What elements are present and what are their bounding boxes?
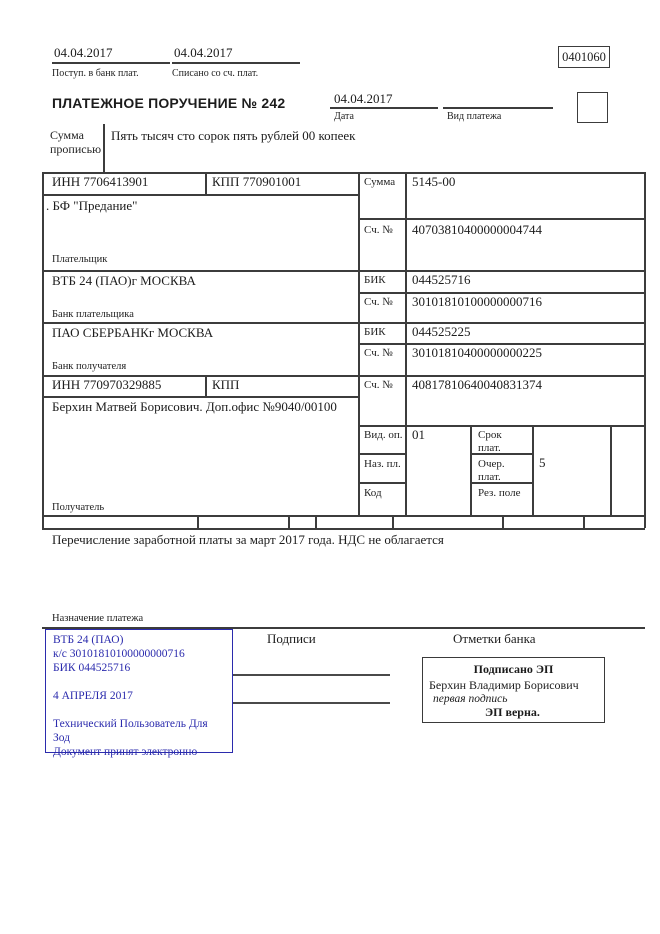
payee-label: Получатель (52, 502, 105, 513)
stamp-date: 4 АПРЕЛЯ 2017 (53, 690, 133, 702)
stamp-bik: БИК 044525716 (53, 662, 131, 674)
debited-label: Списано со сч. плат. (172, 68, 259, 79)
payer-inn: ИНН 7706413901 (52, 174, 149, 189)
payee-bank-bik-label: БИК (364, 326, 386, 338)
payment-term-label: Срок плат. (478, 429, 502, 454)
table-divider (405, 172, 407, 515)
stamp-accepted-note: Документ принят электронно (53, 746, 198, 758)
form-code-box (558, 46, 610, 68)
details-divider (532, 425, 534, 515)
esign-valid: ЭП верна. (485, 705, 540, 719)
marks-row-divider (392, 515, 394, 528)
payee-name: Берхин Матвей Борисович. Доп.офис №9040/00100 (52, 399, 337, 414)
payment-purpose-code-label: Наз. пл. (364, 458, 401, 470)
priority-label: Очер. плат. (478, 458, 505, 483)
payer-bank-acc: 30101810100000000716 (412, 294, 542, 309)
esign-title: Подписано ЭП (473, 662, 554, 676)
bank-marks-header: Отметки банка (453, 631, 536, 646)
payee-account-label: Сч. № (364, 379, 393, 391)
esign-name: Берхин Владимир Борисович (429, 678, 579, 692)
signatures-header: Подписи (267, 631, 316, 646)
payee-bank-bik: 044525225 (412, 324, 471, 339)
sum-label: Сумма (364, 176, 396, 188)
payee-bank-acc: 30101810400000000225 (412, 345, 542, 360)
details-divider (470, 425, 472, 515)
received-in-bank-date: 04.04.2017 (54, 45, 113, 60)
payer-bank-name: ВТБ 24 (ПАО)г МОСКВА (52, 273, 196, 288)
amount-words-text: Пять тысяч сто сорок пять рублей 00 копеек (111, 128, 356, 143)
payer-account-label: Сч. № (364, 224, 393, 236)
signature-line-1 (233, 674, 390, 676)
signature-line-2 (233, 702, 390, 704)
marks-row-divider (197, 515, 199, 528)
marks-row-divider (583, 515, 585, 528)
table-line-bottom (42, 528, 645, 530)
sum-value: 5145-00 (412, 174, 456, 189)
table-line (358, 453, 405, 455)
table-line (358, 425, 645, 427)
bank-acceptance-stamp (45, 629, 233, 758)
table-border-right (644, 172, 646, 528)
code-label: Код (364, 487, 382, 499)
table-line (42, 194, 358, 196)
table-line (42, 515, 645, 517)
inn-kpp-divider (205, 375, 207, 396)
date-label: Дата (334, 111, 354, 122)
payer-bank-acc-label: Сч. № (364, 296, 393, 308)
op-type-label: Вид. оп. (364, 429, 403, 441)
payee-inn: ИНН 770970329885 (52, 377, 162, 392)
inn-kpp-divider (205, 172, 207, 194)
table-line (358, 482, 405, 484)
electronic-signature-stamp (422, 657, 605, 723)
debited-date-underline (172, 62, 300, 64)
marks-row-divider (315, 515, 317, 528)
stamp-corr-account: к/с 30101810100000000716 (53, 648, 185, 660)
op-type-value: 01 (412, 427, 425, 442)
payment-kind-underline (443, 107, 553, 109)
date-underline (330, 107, 438, 109)
received-in-bank-label: Поступ. в банк плат. (52, 68, 139, 79)
form-code: 0401060 (562, 50, 606, 64)
payee-account: 40817810640040831374 (412, 377, 542, 392)
payer-bank-bik-label: БИК (364, 274, 386, 286)
stamp-bank-name: ВТБ 24 (ПАО) (53, 634, 124, 646)
table-divider (358, 172, 360, 515)
payee-kpp-label: КПП (212, 377, 240, 392)
amount-words-label: Сумма прописью (50, 128, 102, 156)
table-line (358, 218, 645, 220)
payment-kind-box (577, 92, 608, 123)
payer-label: Плательщик (52, 254, 108, 265)
purpose-label: Назначение платежа (52, 613, 144, 624)
payment-kind-label: Вид платежа (447, 111, 502, 122)
priority-value: 5 (539, 455, 546, 470)
payee-bank-name: ПАО СБЕРБАНКг МОСКВА (52, 325, 214, 340)
marks-row-divider (502, 515, 504, 528)
payer-name: . БФ "Предание" (46, 198, 138, 213)
details-divider (610, 425, 612, 515)
table-line (42, 396, 358, 398)
esign-note: первая подпись (433, 693, 508, 705)
document-date: 04.04.2017 (334, 91, 393, 106)
marks-row-divider (288, 515, 290, 528)
payee-bank-acc-label: Сч. № (364, 347, 393, 359)
payee-bank-label: Банк получателя (52, 361, 127, 372)
purpose-text: Перечисление заработной платы за март 2017 года. НДС не облагается (52, 532, 444, 547)
reserve-field-label: Рез. поле (478, 487, 521, 499)
table-border-left (42, 172, 44, 528)
amount-words-divider (103, 124, 105, 172)
payer-account: 40703810400000004744 (412, 222, 542, 237)
payer-bank-bik: 044525716 (412, 272, 471, 287)
payer-bank-label: Банк плательщика (52, 309, 134, 320)
received-date-underline (52, 62, 170, 64)
stamp-user-line2: Зод (53, 732, 71, 744)
payer-kpp: КПП 770901001 (212, 174, 302, 189)
debited-date: 04.04.2017 (174, 45, 233, 60)
table-line (42, 322, 645, 324)
document-title: ПЛАТЕЖНОЕ ПОРУЧЕНИЕ № 242 (52, 95, 286, 111)
stamp-user-line1: Технический Пользователь Для (53, 718, 208, 730)
table-line (42, 270, 645, 272)
